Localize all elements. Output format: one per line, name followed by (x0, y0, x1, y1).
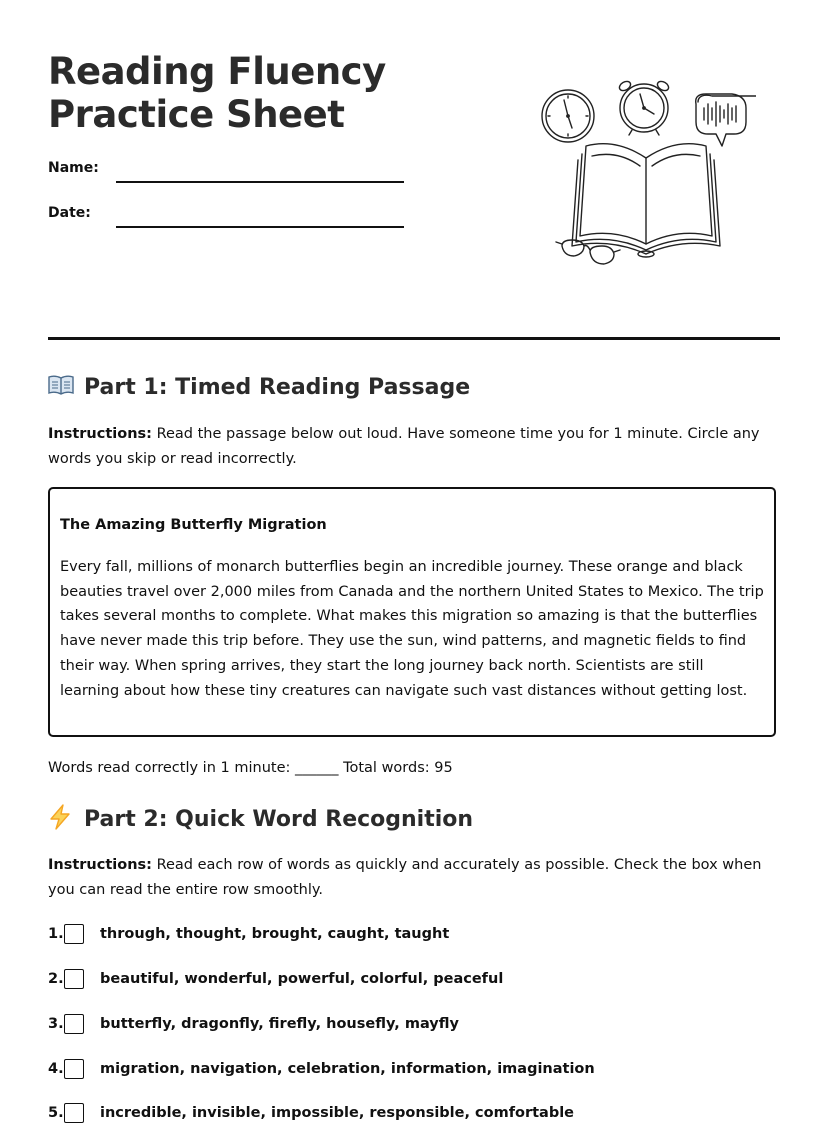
row-number: 4. (48, 1061, 64, 1077)
instructions-text: Read the passage below out loud. Have someone time you for 1 minute. Circle any words you skip or read incorrectly. (48, 426, 760, 467)
row-checkbox[interactable] (64, 1103, 84, 1123)
part1-heading (48, 374, 470, 402)
title-line-1: Reading Fluency (48, 50, 386, 93)
row-number: 3. (48, 1016, 64, 1032)
speech-bubble-icon (696, 94, 756, 146)
alarm-clock-icon (618, 80, 670, 135)
date-label: Date: (48, 205, 91, 221)
part1-instructions (48, 422, 778, 472)
clock-icon (542, 90, 594, 142)
row-words: beautiful, wonderful, powerful, colorful, peaceful (100, 971, 504, 987)
name-field[interactable] (116, 181, 404, 183)
word-row (48, 1101, 574, 1125)
instructions-text: Read each row of words as quickly and accurately as possible. Check the box when you can read the entire row smoothly. (48, 857, 762, 898)
row-words: through, thought, brought, caught, taught (100, 926, 450, 942)
row-checkbox[interactable] (64, 1059, 84, 1079)
row-checkbox[interactable] (64, 924, 84, 944)
passage-title: The Amazing Butterfly Migration (60, 517, 327, 533)
row-checkbox[interactable] (64, 969, 84, 989)
word-row (48, 1057, 595, 1081)
date-field[interactable] (116, 226, 404, 228)
header-divider (48, 337, 780, 340)
open-book-icon (572, 144, 720, 257)
open-book-icon (48, 374, 76, 402)
book-clocks-glasses-illustration (536, 76, 756, 276)
part1-heading-text: Part 1: Timed Reading Passage (84, 375, 471, 400)
part2-heading (48, 804, 473, 836)
row-number: 5. (48, 1105, 64, 1121)
passage-text: Every fall, millions of monarch butterflies begin an incredible journey. These orange and black beauties travel over 2,000 miles from Canada and the northern United States to Mexico. The trip takes several months to complete. What makes this migration so amazing is that the butterflies have never made this trip before. They use the sun, wind patterns, and magnetic fields to find their way. When spring arrives, they start the long journey back north. Scientists are still learning about how these tiny creatures can navigate such vast distances without getting lost. (60, 559, 764, 699)
part2-instructions (48, 853, 778, 903)
score-line: Words read correctly in 1 minute: ______ Total words: 95 (48, 760, 453, 776)
title-line-2: Practice Sheet (48, 93, 345, 136)
word-row (48, 1012, 459, 1036)
word-row (48, 967, 503, 991)
row-words: butterfly, dragonfly, firefly, housefly, mayfly (100, 1016, 459, 1032)
row-number: 1. (48, 926, 64, 942)
lightning-icon (48, 804, 76, 836)
part2-heading-text: Part 2: Quick Word Recognition (84, 807, 474, 832)
row-words: incredible, invisible, impossible, responsible, comfortable (100, 1105, 575, 1121)
instructions-label: Instructions: (48, 857, 152, 873)
instructions-label: Instructions: (48, 426, 152, 442)
passage-box (48, 487, 776, 737)
page-title (48, 50, 386, 136)
row-checkbox[interactable] (64, 1014, 84, 1034)
name-label: Name: (48, 160, 99, 176)
row-number: 2. (48, 971, 64, 987)
row-words: migration, navigation, celebration, information, imagination (100, 1061, 595, 1077)
word-row (48, 922, 449, 946)
